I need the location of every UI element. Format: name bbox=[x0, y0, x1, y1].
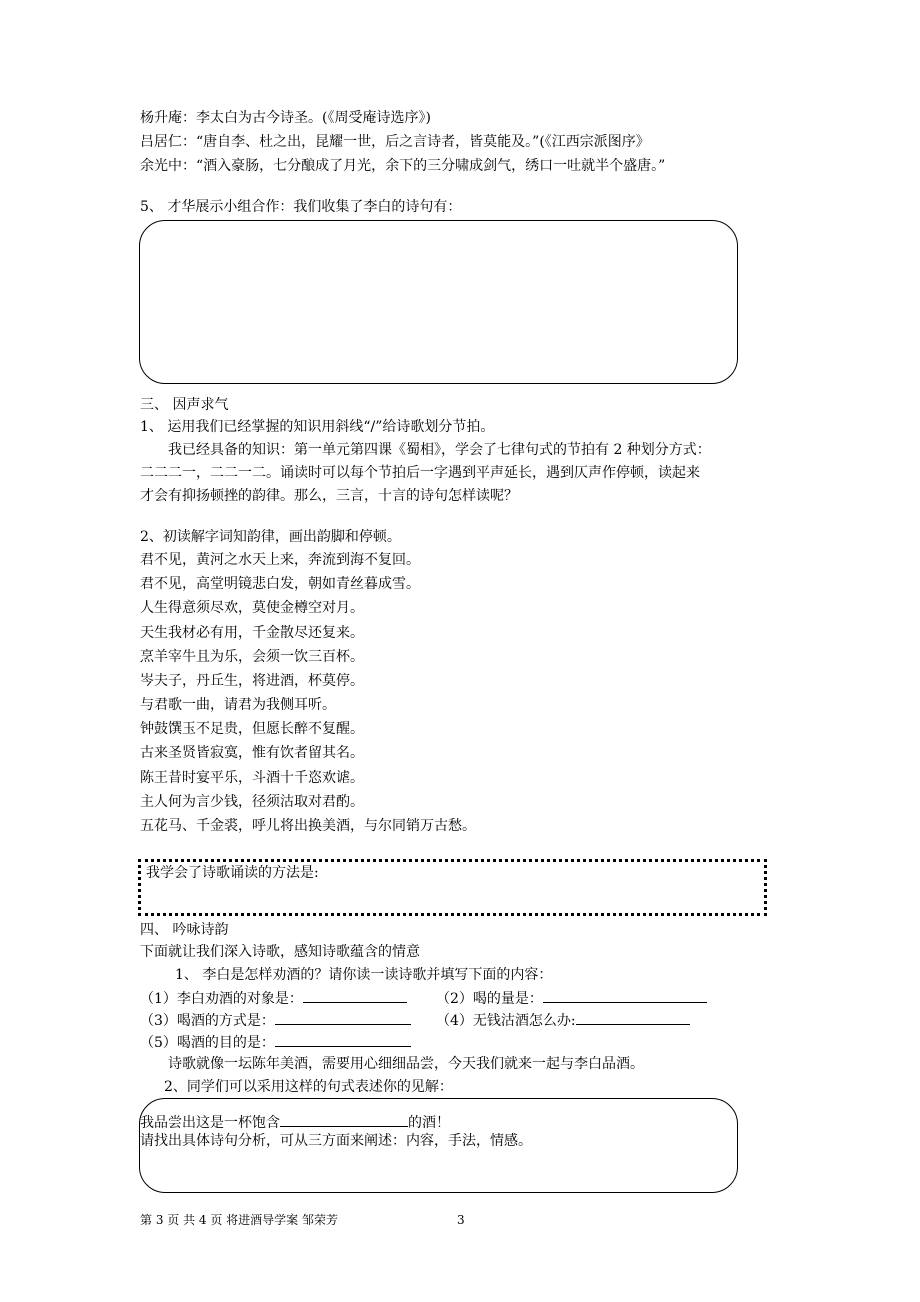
fill-label-purpose: （5）喝酒的目的是： bbox=[140, 1035, 275, 1051]
fill-label-no-money: （4）无钱沽酒怎么办: bbox=[436, 1013, 576, 1029]
answer-blank-no-money[interactable] bbox=[576, 1010, 690, 1025]
poem-collection-box bbox=[139, 220, 738, 384]
answer-blank-feeling[interactable] bbox=[280, 1112, 408, 1127]
section3-para-line3: 才会有抑扬顿挫的韵律。那么，三言，十言的诗句怎样读呢？ bbox=[140, 488, 518, 504]
footer-page-number: 3 bbox=[457, 1213, 465, 1227]
footer-text: 第 3 页 共 4 页 将进酒导学案 邹荣芳 bbox=[140, 1213, 338, 1227]
poem-line: 天生我材必有用，千金散尽还复来。 bbox=[140, 625, 364, 641]
poem-line: 钟鼓馔玉不足贵，但愿长醉不复醒。 bbox=[140, 721, 364, 737]
answer-blank-amount[interactable] bbox=[543, 988, 707, 1003]
poem-line: 君不见，黄河之水天上来，奔流到海不复回。 bbox=[140, 552, 420, 568]
poem-line: 古来圣贤皆寂寞，惟有饮者留其名。 bbox=[140, 745, 364, 761]
poem-line: 人生得意须尽欢，莫使金樽空对月。 bbox=[140, 600, 364, 616]
section3-para-line2: 二二二一，二二一二。诵读时可以每个节拍后一字遇到平声延长，遇到仄声作停顿，读起来 bbox=[140, 465, 700, 481]
opinion-line1 bbox=[140, 1112, 450, 1132]
fill-row-4 bbox=[436, 1010, 690, 1030]
method-box-label: 我学会了诗歌诵读的方法是: bbox=[146, 865, 319, 881]
poem-line: 陈王昔时宴平乐，斗酒十千恣欢谑。 bbox=[140, 770, 364, 786]
opinion-prefix: 我品尝出这是一杯饱含 bbox=[140, 1115, 280, 1131]
opinion-suffix: 的酒！ bbox=[408, 1115, 450, 1131]
fill-row-1 bbox=[140, 988, 407, 1008]
section3-para-line1: 我已经具备的知识：第一单元第四课《蜀相》，学会了七律句式的节拍有 2 种划分方式： bbox=[168, 442, 711, 458]
section4-heading: 四、 吟咏诗韵 bbox=[140, 922, 229, 938]
fill-row-3 bbox=[140, 1010, 411, 1030]
item5-title: 5、 才华展示小组合作：我们收集了李白的诗句有： bbox=[140, 199, 462, 215]
section4-q1: 1、 李白是怎样劝酒的？请你读一读诗歌并填写下面的内容： bbox=[175, 967, 553, 983]
section3-heading: 三、 因声求气 bbox=[140, 397, 229, 413]
poem-line: 与君歌一曲，请君为我侧耳听。 bbox=[140, 697, 336, 713]
poem-line: 烹羊宰牛且为乐，会须一饮三百杯。 bbox=[140, 649, 364, 665]
poem-line: 主人何为言少钱，径须沽取对君酌。 bbox=[140, 794, 364, 810]
section3-item2: 2、初读解字词知韵律，画出韵脚和停顿。 bbox=[140, 529, 401, 545]
quote-lv: 吕居仁：“唐自李、杜之出，昆耀一世，后之言诗者，皆莫能及。”(《江西宗派图序》 bbox=[140, 134, 650, 150]
answer-blank-target[interactable] bbox=[303, 988, 407, 1003]
fill-label-target: （1）李白劝酒的对象是： bbox=[140, 991, 303, 1007]
opinion-line2: 请找出具体诗句分析，可从三方面来阐述：内容，手法，情感。 bbox=[140, 1133, 532, 1149]
quote-yu: 余光中：“酒入豪肠，七分酿成了月光，余下的三分啸成剑气，绣口一吐就半个盛唐。” bbox=[140, 158, 666, 174]
poem-line: 君不见，高堂明镜悲白发，朝如青丝暮成雪。 bbox=[140, 576, 420, 592]
section4-q2: 2、同学们可以采用这样的句式表述你的见解： bbox=[164, 1079, 453, 1095]
quote-yang: 杨升庵：李太白为古今诗圣。(《周受庵诗选序》) bbox=[140, 110, 431, 126]
fill-row-5 bbox=[140, 1032, 411, 1052]
answer-blank-purpose[interactable] bbox=[275, 1032, 411, 1047]
section3-item1: 1、 运用我们已经掌握的知识用斜线“/”给诗歌划分节拍。 bbox=[140, 419, 495, 435]
section4-para: 诗歌就像一坛陈年美酒，需要用心细细品尝，今天我们就来一起与李白品酒。 bbox=[168, 1056, 644, 1072]
answer-blank-method[interactable] bbox=[275, 1010, 411, 1025]
poem-line: 五花马、千金裘，呼儿将出换美酒，与尔同销万古愁。 bbox=[140, 818, 476, 834]
fill-label-method: （3）喝酒的方式是： bbox=[140, 1013, 275, 1029]
poem-line: 岑夫子，丹丘生，将进酒，杯莫停。 bbox=[140, 673, 364, 689]
fill-label-amount: （2）喝的量是： bbox=[436, 991, 543, 1007]
fill-row-2 bbox=[436, 988, 707, 1008]
section4-intro: 下面就让我们深入诗歌，感知诗歌蕴含的情意 bbox=[140, 944, 420, 960]
